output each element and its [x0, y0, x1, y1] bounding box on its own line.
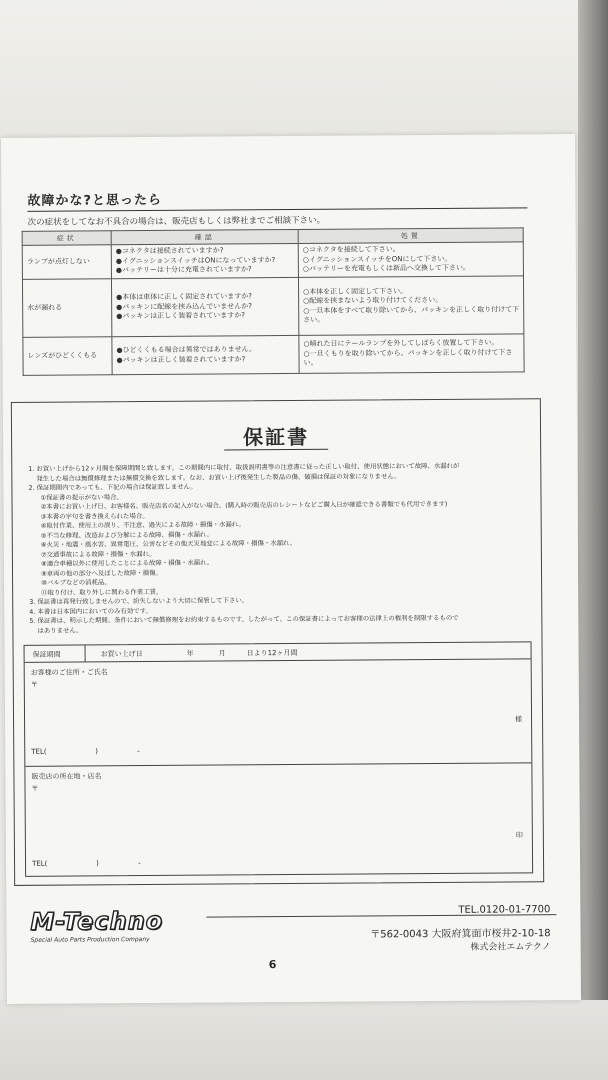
- company-address: 〒562-0043 大阪府箕面市桜井2-10-18: [370, 928, 551, 941]
- purchase-date-label: お買い上げ日: [100, 650, 143, 659]
- background-bottom: [0, 1000, 608, 1080]
- header-check: 確認: [111, 229, 298, 244]
- warranty-term-line: ⑨車両の他の部分へ及ぼした故障・損傷。: [40, 568, 162, 578]
- symptom-cell: 水が漏れる: [22, 279, 111, 338]
- shop-tel-close: ): [96, 859, 99, 868]
- check-line: ●パッキンは正しく装着されていますか?: [116, 311, 246, 321]
- period-label: 保証期間: [32, 650, 61, 659]
- day-period-label: 日より12ヶ月間: [246, 648, 298, 658]
- check-line: ●コネクタは接続されていますか?: [115, 246, 224, 256]
- warranty-terms: [28, 461, 529, 635]
- check-line: ●イグニッションスイッチはONになっていますか?: [115, 255, 276, 265]
- postal-mark: 〒: [30, 680, 38, 689]
- action-line: ○晴れた日にテールランプを外してしばらく放置して下さい。: [303, 338, 499, 349]
- warranty-term-line: ②本書にお買い上げ日、お客様名、販売店名の記入がない場合。(購入時の販売店のレシートなどご購入日が確認できる書類でも代用できます): [40, 499, 448, 511]
- warranty-term-line: 1. お買い上げから12ヶ月間を保障期間と致します。この期間内に取付、取扱説明書等の注意書に従った正しい取付、使用状態において故障、水漏れが: [28, 461, 460, 473]
- action-line: ○バッテリーを充電もしくは新品へ交換して下さい。: [302, 263, 471, 274]
- warranty-term-line: 3. 保証書は再発行致しませんので、紛失しないよう大切に保管して下さい。: [29, 596, 249, 606]
- page-number: 6: [268, 958, 277, 972]
- year-label: 年: [186, 649, 194, 658]
- shop-tel-label: TEL(: [32, 859, 48, 868]
- shop-label: 販売店の所在地・店名: [31, 772, 102, 781]
- warranty-term-line: ⑪取り付け、取り外しに関わる作業工賃。: [41, 587, 163, 597]
- customer-section: [25, 658, 532, 767]
- logo-slogan: Special Auto Parts Production Company: [30, 935, 150, 944]
- troubleshoot-table: [22, 227, 525, 376]
- warranty-form: [24, 641, 534, 877]
- warranty-term-line: ⑦交通事故による故障・損傷・水漏れ。: [40, 549, 156, 559]
- check-line: ●パッキンは正しく装着されていますか?: [116, 354, 246, 364]
- warranty-term-line: ⑥火災・地震・風水害、異常電圧、公害などその他天災地変による故障・損傷・水漏れ。: [40, 538, 297, 549]
- background-right-edge: [578, 0, 608, 1080]
- action-cell: [299, 334, 524, 374]
- company-name: 株式会社エムテクノ: [470, 942, 551, 953]
- header-symptom: 症状: [22, 231, 111, 246]
- warranty-term-line: ①保証書の提示がない場合。: [40, 492, 123, 502]
- shop-tel-dash: -: [138, 859, 141, 868]
- check-cell: [112, 335, 299, 374]
- action-line: ○一旦くもりを取り除いてから、パッキンを正しく取り付けて下さい。: [303, 348, 513, 368]
- warranty-term-line: ③本書の字句を書き換えられた場合。: [40, 511, 149, 521]
- warranty-title: 保証書: [242, 424, 310, 450]
- honorific-label: 様: [515, 715, 523, 724]
- warranty-term-line: ⑧適合車種以外に使用したことによる故障・損傷・水漏れ。: [40, 558, 214, 568]
- warranty-term-line: はありません。: [37, 625, 83, 635]
- symptom-cell: ランプが点灯しない: [22, 245, 111, 280]
- check-line: ●本体は車体に正しく固定されていますか?: [116, 292, 252, 302]
- cell-divider: [85, 645, 86, 661]
- check-cell: [111, 277, 298, 336]
- warranty-term-line: 2. 保証期間内であっても、下記の場合は保証致しません。: [28, 482, 197, 492]
- troubleshoot-title: 故障かな?と思ったら: [27, 186, 527, 211]
- header-action: 処置: [298, 228, 523, 244]
- troubleshoot-intro: 次の症状をしてなお不具合の場合は、販売店もしくは弊社までご相談下さい。: [27, 215, 326, 228]
- logo-text: M-Techno: [30, 906, 164, 936]
- table-row: [22, 242, 523, 279]
- check-cell: [111, 243, 298, 278]
- check-line: ●バッテリーは十分に充電されていますか?: [115, 265, 252, 275]
- warranty-box: [11, 398, 544, 886]
- action-line: ○コネクタを接続して下さい。: [302, 245, 400, 255]
- postal-mark: 〒: [31, 784, 39, 793]
- action-line: ○配線を挟まないよう取り付けてください。: [303, 296, 443, 305]
- action-line: ○一旦本体をすべて取り除いてから、パッキンを正しく取り付けて下さい。: [303, 304, 520, 324]
- action-line: ○イグニッションスイッチをONにして下さい。: [302, 254, 452, 264]
- shop-section: [25, 762, 532, 876]
- warranty-term-line: 4. 本書は日本国内においてのみ有効です。: [29, 606, 152, 616]
- background-top: [0, 0, 608, 150]
- symptom-cell: レンズがひどくくもる: [23, 337, 112, 376]
- title-underline: [224, 449, 328, 451]
- company-logo: [30, 907, 163, 944]
- warranty-term-line: 発生した場合は無償修理または無償交換を致します。なお、お買い上げ後発生した製品の傷、破損は保証の対象になりません。: [36, 471, 401, 483]
- table-row: [22, 276, 523, 337]
- customer-tel-label: TEL(: [31, 747, 47, 756]
- action-line: ○本体を正しく固定して下さい。: [303, 286, 408, 296]
- check-line: ●ひどくくもる場合は異常ではありません。: [116, 345, 257, 355]
- table-row: [23, 334, 524, 375]
- warranty-term-line: ④取付作業、使用上の誤り、不注意、過失による故障・損傷・水漏れ。: [40, 520, 245, 530]
- customer-tel-close: ): [95, 747, 99, 756]
- document-page: [1, 134, 581, 1004]
- company-tel: TEL.0120-01-7700: [458, 904, 551, 916]
- warranty-term-line: ⑤不当な修理、改造および分解による故障、損傷・水漏れ。: [40, 530, 214, 540]
- customer-tel-dash: -: [137, 747, 140, 756]
- month-label: 月: [218, 649, 226, 658]
- check-line: ●パッキンに配線を挟み込んでいませんか?: [116, 302, 252, 311]
- warranty-term-line: 5. 保証書は、明示した期間、条件において無償修理をお約束するものです。したがって、この保証書によってお客様の法律上の権利を制限するもので: [29, 613, 459, 625]
- customer-label: お客様のご住所・ご氏名: [30, 668, 108, 677]
- seal-label: 印: [515, 831, 523, 840]
- warranty-term-line: ⑩バルブなどの消耗品。: [41, 578, 111, 587]
- action-cell: [298, 242, 523, 278]
- action-cell: [298, 276, 523, 336]
